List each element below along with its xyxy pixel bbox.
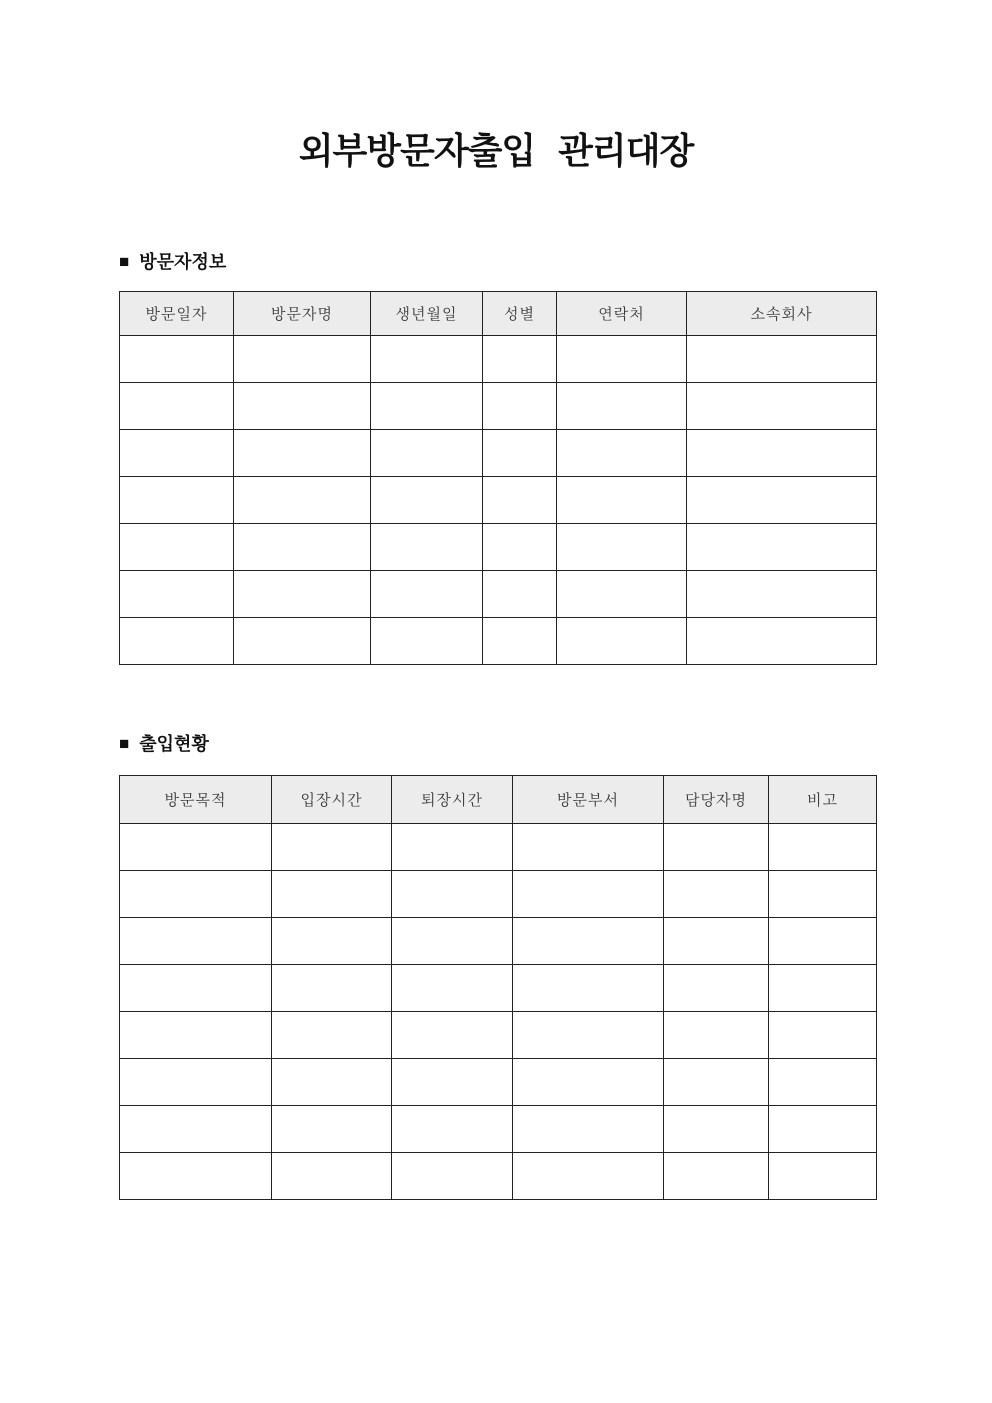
empty-cell	[769, 1153, 877, 1200]
empty-cell	[557, 618, 687, 665]
empty-cell	[234, 524, 371, 571]
column-header: 방문부서	[513, 776, 664, 824]
empty-cell	[120, 1153, 272, 1200]
table-row	[120, 1106, 877, 1153]
empty-cell	[687, 430, 877, 477]
empty-cell	[483, 618, 557, 665]
column-header: 방문목적	[120, 776, 272, 824]
empty-cell	[371, 477, 483, 524]
entry-status-table	[119, 775, 877, 1200]
empty-cell	[483, 524, 557, 571]
column-header: 성별	[483, 292, 557, 336]
column-header: 비고	[769, 776, 877, 824]
table-row	[120, 430, 877, 477]
empty-cell	[234, 477, 371, 524]
column-header: 방문자명	[234, 292, 371, 336]
empty-cell	[664, 918, 769, 965]
section-label-entry-status: 출입현황	[139, 734, 209, 754]
empty-cell	[483, 571, 557, 618]
table-row	[120, 871, 877, 918]
empty-cell	[120, 1012, 272, 1059]
section-heading-entry-status	[119, 733, 209, 755]
empty-cell	[120, 336, 234, 383]
empty-cell	[272, 1012, 392, 1059]
table-row	[120, 1012, 877, 1059]
empty-cell	[392, 1012, 513, 1059]
empty-cell	[371, 383, 483, 430]
empty-cell	[272, 1059, 392, 1106]
table-row	[120, 1153, 877, 1200]
table-row	[120, 965, 877, 1012]
column-header: 소속회사	[687, 292, 877, 336]
empty-cell	[272, 871, 392, 918]
empty-cell	[664, 1012, 769, 1059]
empty-cell	[234, 571, 371, 618]
empty-cell	[664, 1059, 769, 1106]
empty-cell	[120, 871, 272, 918]
empty-cell	[272, 1106, 392, 1153]
empty-cell	[272, 1153, 392, 1200]
empty-cell	[687, 477, 877, 524]
empty-cell	[392, 1059, 513, 1106]
empty-cell	[120, 824, 272, 871]
empty-cell	[272, 918, 392, 965]
empty-cell	[513, 871, 664, 918]
empty-cell	[120, 965, 272, 1012]
empty-cell	[272, 824, 392, 871]
visitor-info-header-row	[120, 292, 877, 336]
empty-cell	[687, 618, 877, 665]
empty-cell	[234, 430, 371, 477]
empty-cell	[769, 918, 877, 965]
empty-cell	[371, 430, 483, 477]
empty-cell	[769, 1012, 877, 1059]
table-row	[120, 477, 877, 524]
empty-cell	[120, 477, 234, 524]
empty-cell	[513, 1106, 664, 1153]
empty-cell	[392, 965, 513, 1012]
column-header: 방문일자	[120, 292, 234, 336]
empty-cell	[483, 336, 557, 383]
column-header: 연락처	[557, 292, 687, 336]
empty-cell	[557, 524, 687, 571]
empty-cell	[120, 1106, 272, 1153]
empty-cell	[513, 824, 664, 871]
empty-cell	[483, 430, 557, 477]
table-row	[120, 1059, 877, 1106]
empty-cell	[769, 965, 877, 1012]
empty-cell	[687, 524, 877, 571]
empty-cell	[371, 618, 483, 665]
column-header: 생년월일	[371, 292, 483, 336]
empty-cell	[483, 477, 557, 524]
empty-cell	[392, 1106, 513, 1153]
table-row	[120, 618, 877, 665]
empty-cell	[120, 524, 234, 571]
page-title: 외부방문자출입 관리대장	[298, 130, 694, 171]
empty-cell	[392, 871, 513, 918]
empty-cell	[120, 918, 272, 965]
table-row	[120, 524, 877, 571]
column-header: 입장시간	[272, 776, 392, 824]
empty-cell	[664, 1106, 769, 1153]
empty-cell	[557, 571, 687, 618]
empty-cell	[371, 336, 483, 383]
empty-cell	[483, 383, 557, 430]
empty-cell	[557, 336, 687, 383]
table-row	[120, 336, 877, 383]
table-row	[120, 383, 877, 430]
empty-cell	[392, 918, 513, 965]
empty-cell	[234, 618, 371, 665]
section-label-visitor-info: 방문자정보	[139, 252, 227, 272]
table-row	[120, 571, 877, 618]
empty-cell	[513, 1059, 664, 1106]
empty-cell	[234, 383, 371, 430]
column-header: 퇴장시간	[392, 776, 513, 824]
empty-cell	[513, 1153, 664, 1200]
visitor-info-table	[119, 291, 877, 665]
empty-cell	[371, 524, 483, 571]
empty-cell	[664, 965, 769, 1012]
column-header: 담당자명	[664, 776, 769, 824]
empty-cell	[120, 1059, 272, 1106]
empty-cell	[769, 871, 877, 918]
empty-cell	[234, 336, 371, 383]
empty-cell	[664, 824, 769, 871]
table-row	[120, 824, 877, 871]
table-row	[120, 918, 877, 965]
empty-cell	[557, 383, 687, 430]
empty-cell	[392, 824, 513, 871]
empty-cell	[371, 571, 483, 618]
empty-cell	[664, 1153, 769, 1200]
empty-cell	[769, 824, 877, 871]
empty-cell	[687, 571, 877, 618]
empty-cell	[513, 1012, 664, 1059]
empty-cell	[557, 477, 687, 524]
section-heading-visitor-info	[119, 251, 226, 273]
empty-cell	[513, 918, 664, 965]
empty-cell	[769, 1106, 877, 1153]
empty-cell	[392, 1153, 513, 1200]
empty-cell	[687, 383, 877, 430]
empty-cell	[272, 965, 392, 1012]
empty-cell	[120, 430, 234, 477]
empty-cell	[687, 336, 877, 383]
empty-cell	[769, 1059, 877, 1106]
section-bullet-icon: ■	[119, 252, 130, 271]
empty-cell	[664, 871, 769, 918]
empty-cell	[120, 571, 234, 618]
empty-cell	[120, 618, 234, 665]
entry-status-header-row	[120, 776, 877, 824]
empty-cell	[513, 965, 664, 1012]
section-bullet-icon: ■	[119, 734, 130, 753]
empty-cell	[557, 430, 687, 477]
empty-cell	[120, 383, 234, 430]
